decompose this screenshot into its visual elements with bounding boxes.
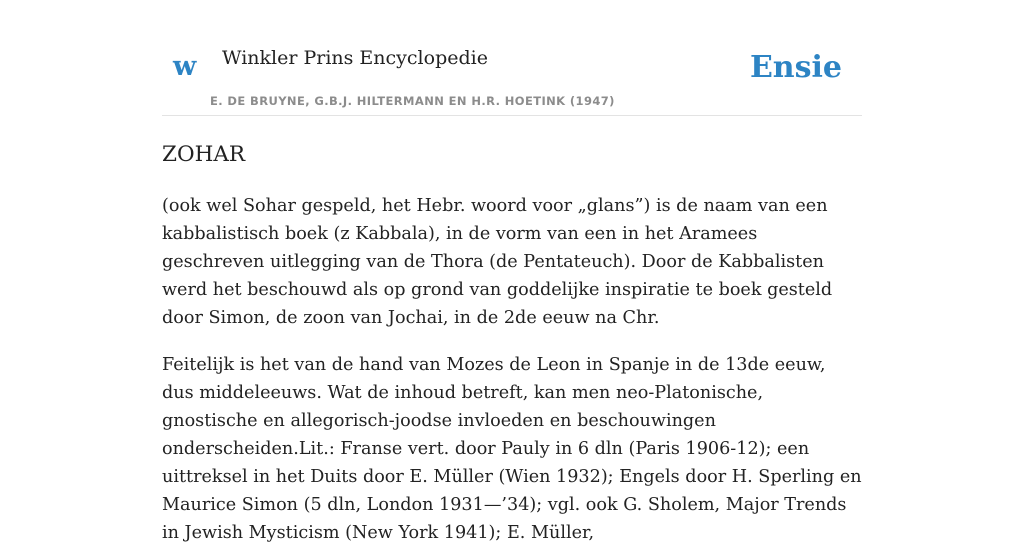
article-title: ZOHAR (162, 142, 246, 167)
article-paragraph: (ook wel Sohar gespeld, het Hebr. woord voor „glans”) is de naam van een kabbalistisch boek (z Kabbala), in de vorm van een in het Aramees geschreven uitlegging van de Thora (de Pentateuch). Door de Kabbalisten werd het beschouwd als op grond van goddelijke inspiratie te boek gesteld door Simon, de zoon van Jochai, in de 2de eeuw na Chr. (162, 196, 833, 328)
article (162, 138, 862, 547)
source-authors: E. DE BRUYNE, G.B.J. HILTERMANN EN H.R. HOETINK (1947) (210, 94, 615, 108)
winkler-prins-logo[interactable]: w (173, 51, 197, 82)
article-paragraph: Feitelijk is het van de hand van Mozes de Leon in Spanje in de 13de eeuw, dus middeleeuws. Wat de inhoud betreft, kan men neo-Platonische, gnostische en allegorisch-joodse invloeden en beschouwingen onderscheiden.Lit.: Franse vert. door Pauly in 6 dln (Paris 1906-12); een uittreksel in het Duits door E. Müller (Wien 1932); Engels door H. Sperling en Maurice Simon (5 dln, London 1931—’34); vgl. ook G. Sholem, Major Trends in Jewish Mysticism (New York 1941); E. Müller, (162, 355, 862, 543)
site-header (162, 0, 862, 116)
ensie-logo[interactable]: Ensie (749, 50, 842, 85)
source-title[interactable]: Winkler Prins Encyclopedie (222, 47, 488, 69)
